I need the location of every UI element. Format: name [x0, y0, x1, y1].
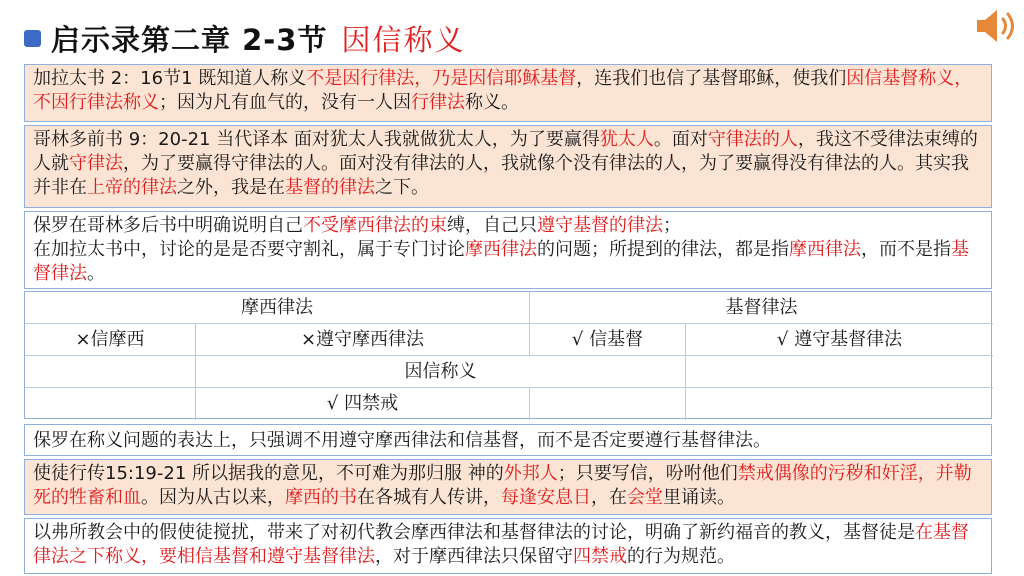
verse-highlight: 行律法	[411, 92, 465, 113]
law-comparison-table	[24, 291, 992, 419]
verse-text: 称义。	[465, 92, 519, 113]
galatians-verse-box	[24, 64, 992, 122]
conclusion-box	[24, 518, 992, 574]
verse-highlight: 不是因行律法，乃是因信耶稣基督	[306, 68, 577, 89]
table-cell: ×遵守摩西律法	[196, 324, 530, 356]
verse-text: ，我这不受律法束缚的人就	[33, 129, 978, 174]
table-row	[25, 356, 991, 388]
note-highlight: 在基督律法之下称义，要相信基督和遵守基督律法	[33, 522, 969, 567]
verse-highlight: 上帝的律法	[87, 177, 177, 198]
verse-highlight: 每逢安息日	[501, 487, 591, 508]
table-cell-empty	[530, 388, 686, 420]
verse-text: 之外，我是在	[177, 177, 285, 198]
note-highlight: 不受摩西律法的束	[303, 215, 447, 236]
verse-text: 里诵读。	[663, 487, 735, 508]
verse-text: 之下。	[375, 177, 429, 198]
table-cell: √ 信基督	[530, 324, 686, 356]
table-cell-justification: 因信称义	[196, 356, 686, 388]
verse-highlight: 外邦人	[503, 463, 558, 484]
slide-title	[24, 18, 466, 58]
verse-text: ，为了要赢得守律法的人。面对没有律法的人，我就像个没有律法的人，为了要赢得没有律法的人。其实我并非在	[33, 153, 969, 198]
verse-highlight: 摩西的书	[285, 487, 357, 508]
note-text: ；	[663, 215, 681, 236]
summary-note-box	[24, 424, 992, 456]
table-header-row	[25, 292, 991, 324]
note-highlight: 四禁戒	[573, 546, 627, 567]
note-text: 缚，自己只	[447, 215, 537, 236]
verse-text: ，在	[591, 487, 627, 508]
note-text: 的问题；所提到的律法，都是指	[537, 239, 789, 260]
verse-text: 。面对	[653, 129, 708, 150]
table-cell: ×信摩西	[25, 324, 196, 356]
verse-text: ；只要写信，吩咐他们	[557, 463, 738, 484]
verse-text: 。因为从古以来，	[141, 487, 285, 508]
header-moses-law: 摩西律法	[25, 292, 530, 324]
table-row	[25, 388, 991, 420]
table-row	[25, 324, 991, 356]
note-text: 以弗所教会中的假使徒搅扰，带来了对初代教会摩西律法和基督律法的讨论，明确了新约福音的教义，基督徒是	[33, 522, 915, 543]
note-text: 保罗在哥林多后书中明确说明自己	[33, 215, 303, 236]
corinthians-verse-box	[24, 125, 992, 208]
verse-text: ，连我们也信了基督耶稣，使我们	[576, 68, 847, 89]
note-highlight: 基督律法	[33, 239, 969, 284]
note-text: ，对于摩西律法只保留守	[375, 546, 573, 567]
verse-highlight: 禁戒偶像的污秽和奸淫，并勒死的牲畜和血	[33, 463, 972, 508]
table-cell-empty	[25, 356, 196, 388]
title-bullet	[24, 30, 41, 47]
verse-text: 哥林多前书 9：20-21 当代译本 面对犹太人我就做犹太人，为了要赢得	[33, 129, 600, 150]
table-cell-empty	[686, 388, 993, 420]
table-cell: √ 遵守基督律法	[686, 324, 993, 356]
verse-highlight: 基督的律法	[285, 177, 375, 198]
verse-highlight: 因信基督称义，不因行律法称义	[33, 68, 973, 113]
acts-verse-box	[24, 459, 992, 515]
header-christ-law: 基督律法	[530, 292, 993, 324]
title-accent: 因信称义	[341, 22, 466, 57]
note-highlight: 遵守基督的律法	[537, 215, 663, 236]
note-text: 。	[87, 263, 105, 284]
speaker-icon[interactable]	[975, 6, 1021, 46]
paul-explanation-box	[24, 211, 992, 289]
note-highlight: 摩西律法	[465, 239, 537, 260]
verse-text: 加拉太书 2：16节1 既知道人称义	[33, 68, 307, 89]
note-text: ，而不是指	[861, 239, 951, 260]
verse-highlight: 守律法	[69, 153, 123, 174]
verse-highlight: 会堂	[627, 487, 663, 508]
note-text: 的行为规范。	[627, 546, 735, 567]
verse-text: 使徒行传15:19-21 所以据我的意见，不可难为那归服 神的	[33, 463, 504, 484]
title-main: 启示录第二章 2-3节	[51, 22, 328, 57]
note-text: 保罗在称义问题的表达上，只强调不用遵守摩西律法和信基督，而不是否定要遵行基督律法。	[33, 430, 771, 451]
verse-highlight: 守律法的人	[707, 129, 798, 150]
table-cell-four-prohibitions: √ 四禁戒	[196, 388, 530, 420]
verse-text: ；因为凡有血气的，没有一人因	[159, 92, 411, 113]
table-cell-empty	[25, 388, 196, 420]
table-cell-empty	[686, 356, 993, 388]
note-highlight: 摩西律法	[789, 239, 861, 260]
verse-text: 在各城有人传讲，	[357, 487, 501, 508]
note-text: 在加拉太书中，讨论的是是否要守割礼，属于专门讨论	[33, 239, 465, 260]
verse-highlight: 犹太人	[599, 129, 654, 150]
